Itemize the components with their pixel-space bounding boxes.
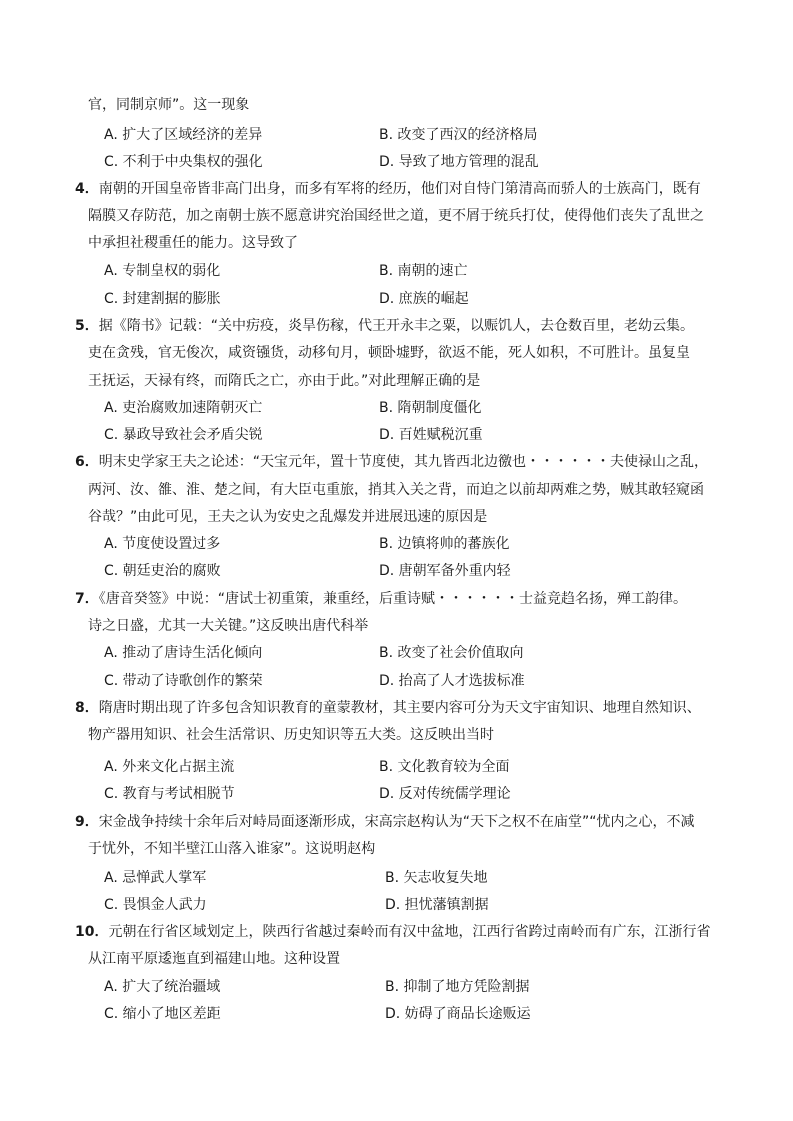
question-7-line-2: 诗之日盛，尤其一大关键。”这反映出唐代科举 bbox=[88, 618, 369, 634]
question-10-option-c: C. 缩小了地区差距 bbox=[104, 1006, 221, 1022]
question-3-option-b: B. 改变了西汉的经济格局 bbox=[379, 127, 538, 143]
question-10-line-1: 10．元朝在行省区域划定上，陕西行省越过秦岭而有汉中盆地，江西行省跨过南岭而有广东，江浙行省 bbox=[75, 924, 711, 940]
question-4-option-a: A. 专制皇权的弱化 bbox=[104, 263, 221, 279]
question-5-option-c: C. 暴政导致社会矛盾尖锐 bbox=[104, 427, 263, 443]
question-9-option-d: D. 担忧藩镇割据 bbox=[385, 897, 489, 913]
question-9-number: 9． bbox=[75, 814, 99, 830]
question-4-option-c: C. 封建割据的膨胀 bbox=[104, 291, 221, 307]
question-4-option-d: D. 庶族的崛起 bbox=[379, 291, 469, 307]
question-8-option-b: B. 文化教育较为全面 bbox=[379, 759, 510, 775]
question-4-line-1: 4．南朝的开国皇帝皆非高门出身，而多有军将的经历，他们对自恃门第清高而骄人的士族高门，既有 bbox=[75, 181, 701, 197]
question-4-line-3: 中承担社稷重任的能力。这导致了 bbox=[88, 235, 298, 251]
question-5-option-b: B. 隋朝制度僵化 bbox=[379, 400, 482, 416]
question-8-line-1: 8．隋唐时期出现了许多包含知识教育的童蒙教材，其主要内容可分为天文宇宙知识、地理自然知识、 bbox=[75, 700, 701, 716]
question-6-option-a: A. 节度使设置过多 bbox=[104, 536, 221, 552]
question-10-option-a: A. 扩大了统治疆域 bbox=[104, 979, 221, 995]
question-7-line-1: 7．《唐音癸签》中说：“唐试士初重策，兼重经，后重诗赋・・・・・・士益竞趋名扬，殚工韵律。 bbox=[75, 591, 688, 607]
question-10-line-2: 从江南平原逶迤直到福建山地。这种设置 bbox=[88, 951, 340, 967]
question-5-line-3: 王抚运，天禄有终，而隋氏之亡，亦由于此。”对此理解正确的是 bbox=[88, 373, 481, 389]
question-6-option-d: D. 唐朝军备外重内轻 bbox=[379, 563, 511, 579]
question-8-option-c: C. 教育与考试相脱节 bbox=[104, 786, 235, 802]
question-4-option-b: B. 南朝的速亡 bbox=[379, 263, 468, 279]
question-3-option-c: C. 不利于中央集权的强化 bbox=[104, 154, 263, 170]
question-10-number: 10． bbox=[75, 924, 109, 940]
question-6-number: 6． bbox=[75, 454, 99, 470]
question-9-option-b: B. 矢志收复失地 bbox=[385, 870, 488, 886]
question-8-option-a: A. 外来文化占据主流 bbox=[104, 759, 235, 775]
question-5-line-1: 5．据《隋书》记载：“关中疠疫，炎旱伤稼，代王开永丰之粟，以赈饥人，去仓数百里，老幼云集。 bbox=[75, 318, 695, 334]
question-8-number: 8． bbox=[75, 700, 99, 716]
question-5-line-2: 吏在贪残，官无俊次，咸资镪货，动移旬月，顿卧墟野，欲返不能，死人如积，不可胜计。虽复皇 bbox=[88, 345, 690, 361]
question-3-option-a: A. 扩大了区域经济的差异 bbox=[104, 127, 263, 143]
question-7-option-a: A. 推动了唐诗生活化倾向 bbox=[104, 645, 263, 661]
question-10-option-d: D. 妨碍了商品长途贩运 bbox=[385, 1006, 531, 1022]
question-9-line-1: 9．宋金战争持续十余年后对峙局面逐渐形成，宋高宗赵构认为“天下之权不在庙堂”“忧内之心，不减 bbox=[75, 814, 695, 830]
question-5-option-d: D. 百姓赋税沉重 bbox=[379, 427, 483, 443]
question-7-option-d: D. 抬高了人才选拔标准 bbox=[379, 673, 525, 689]
question-6-option-c: C. 朝廷吏治的腐败 bbox=[104, 563, 221, 579]
question-8-option-d: D. 反对传统儒学理论 bbox=[379, 786, 511, 802]
question-9-option-c: C. 畏惧金人武力 bbox=[104, 897, 207, 913]
question-3-stem-tail: 官，同制京师”。这一现象 bbox=[88, 97, 250, 113]
question-6-line-1: 6．明末史学家王夫之论述：“天宝元年，置十节度使，其九皆西北边徼也・・・・・・夫使禄山之乱， bbox=[75, 454, 709, 470]
question-4-number: 4． bbox=[75, 181, 99, 197]
question-5-number: 5． bbox=[75, 318, 99, 334]
question-7-option-c: C. 带动了诗歌创作的繁荣 bbox=[104, 673, 263, 689]
question-3-option-d: D. 导致了地方管理的混乱 bbox=[379, 154, 539, 170]
question-10-option-b: B. 抑制了地方凭险割据 bbox=[385, 979, 530, 995]
question-4-line-2: 隔膜又存防范，加之南朝士族不愿意讲究治国经世之道，更不屑于统兵打仗，使得他们丧失了乱世之 bbox=[88, 208, 704, 224]
question-5-option-a: A. 吏治腐败加速隋朝灭亡 bbox=[104, 400, 263, 416]
question-9-option-a: A. 忌惮武人掌军 bbox=[104, 870, 207, 886]
question-6-line-2: 两河、汝、雒、淮、楚之间，有大臣屯重旅，捎其入关之背，而迫之以前却两难之势，贼其敢轻窥函 bbox=[88, 482, 704, 498]
question-8-line-2: 物产器用知识、社会生活常识、历史知识等五大类。这反映出当时 bbox=[88, 727, 494, 743]
question-9-line-2: 于忧外，不知半壁江山落入谁家”。这说明赵构 bbox=[88, 841, 376, 857]
question-6-option-b: B. 边镇将帅的蕃族化 bbox=[379, 536, 510, 552]
question-7-option-b: B. 改变了社会价值取向 bbox=[379, 645, 524, 661]
question-6-line-3: 谷哉？”由此可见，王夫之认为安史之乱爆发并进展迅速的原因是 bbox=[88, 509, 488, 525]
question-7-number: 7． bbox=[75, 591, 99, 607]
